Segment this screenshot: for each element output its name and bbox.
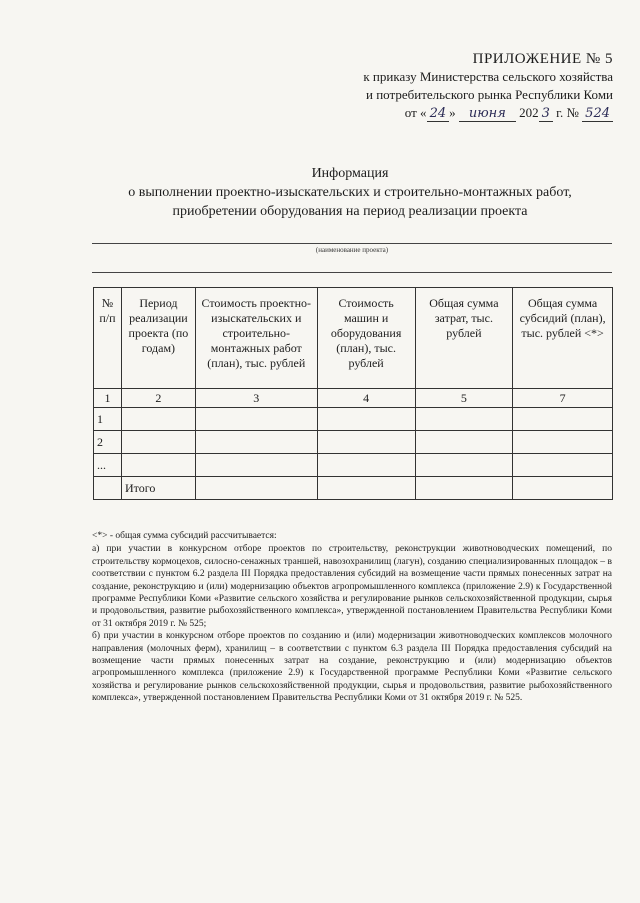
column-number-cell: 7 xyxy=(513,389,613,408)
table-cell xyxy=(195,408,317,431)
footnotes xyxy=(92,530,612,705)
table-cell xyxy=(195,454,317,477)
project-name-line-2 xyxy=(92,272,612,273)
year-prefix: 202 xyxy=(519,105,539,120)
table-cell xyxy=(121,431,195,454)
header-cell-subsidy: Общая сумма субсидий (план), тыс. рублей <*> xyxy=(513,288,613,389)
row-number-cell: ... xyxy=(94,454,122,477)
table-cell xyxy=(317,408,415,431)
table-cell xyxy=(513,408,613,431)
table-header-row xyxy=(94,288,613,389)
table-cell xyxy=(317,431,415,454)
order-line-ministry: к приказу Министерства сельского хозяйства xyxy=(363,69,613,84)
table-row xyxy=(94,408,613,431)
table-row xyxy=(94,431,613,454)
table-cell xyxy=(94,477,122,500)
order-line-republic: и потребительского рынка Республики Коми xyxy=(366,87,613,102)
table-cell xyxy=(317,454,415,477)
project-name-caption: (наименование проекта) xyxy=(315,246,389,254)
column-number-cell: 3 xyxy=(195,389,317,408)
table-cell xyxy=(195,431,317,454)
column-number-cell: 5 xyxy=(415,389,513,408)
appendix-header xyxy=(363,50,613,123)
year-suffix: г. № xyxy=(556,105,579,120)
table-cell xyxy=(415,454,513,477)
table-cell xyxy=(415,408,513,431)
handwritten-order-number: 524 xyxy=(582,106,613,122)
project-name-line xyxy=(92,243,612,244)
table-cell xyxy=(415,477,513,500)
column-number-cell: 4 xyxy=(317,389,415,408)
total-row xyxy=(94,477,613,500)
title-line-1: Информация xyxy=(311,166,389,181)
table-cell xyxy=(415,431,513,454)
header-cell-period: Период реализации проекта (по годам) xyxy=(121,288,195,389)
date-day-suffix: » xyxy=(449,105,456,120)
title-line-3: приобретении оборудования на период реализации проекта xyxy=(172,204,528,219)
header-cell-equipment-cost: Стоимость машин и оборудования (план), тыс. рублей xyxy=(317,288,415,389)
handwritten-month: июня xyxy=(459,106,516,122)
project-info-table xyxy=(93,287,613,500)
table-cell xyxy=(317,477,415,500)
header-cell-total-cost: Общая сумма затрат, тыс. рублей xyxy=(415,288,513,389)
table-cell xyxy=(513,454,613,477)
table-row xyxy=(94,454,613,477)
total-label-cell: Итого xyxy=(121,477,195,500)
table-cell xyxy=(513,431,613,454)
table-cell xyxy=(121,454,195,477)
appendix-title: ПРИЛОЖЕНИЕ № 5 xyxy=(472,51,613,67)
document-title xyxy=(90,164,610,221)
title-line-2: о выполнении проектно-изыскательских и строительно-монтажных работ, xyxy=(128,185,572,200)
header-cell-number: № п/п xyxy=(94,288,122,389)
footnote-item-b: б) при участии в конкурсном отборе проектов по созданию и (или) модернизации животноводческих комплексов молочного направления (молочных ферм), хранилищ – в соответствии с пунктом 6.3 раздела III Порядка предоставления субсидий на возмещение части прямых понесенных затрат на создание, реконструкцию и (или) модернизацию объектов агропромышленного комплекса (приложение 2.9) к Государственной программе Республики Коми «Развитие сельского хозяйства и регулирование рынков сельскохозяйственной продукции, сырья и продовольствия, развитие рыбохозяйственного комплекса», утвержденной постановлением Правительства Республики Коми от 31 октября 2019 г. № 525. xyxy=(92,631,612,704)
footnote-intro: <*> - общая сумма субсидий рассчитывается: xyxy=(92,531,277,541)
column-number-cell: 2 xyxy=(121,389,195,408)
date-prefix: от « xyxy=(404,105,427,120)
column-number-cell: 1 xyxy=(94,389,122,408)
table-cell xyxy=(121,408,195,431)
row-number-cell: 1 xyxy=(94,408,122,431)
footnote-item-a: а) при участии в конкурсном отборе проектов по строительству, реконструкции животноводческих помещений, по строительству кормоцехов, силосно-сенажных траншей, навозохранилищ (лагун), созданию специализированных площадок – в соответствии с пунктом 6.2 раздела III Порядка предоставления субсидий на возмещение части прямых понесенных затрат на создание, реконструкцию и (или) модернизацию объектов агропромышленного комплекса (приложение 2.9) к Государственной программе Республики Коми «Развитие сельского хозяйства и регулирование рынков сельскохозяйственной продукции, сырья и продовольствия, развитие рыбохозяйственного комплекса», утвержденной постановлением Правительства Республики Коми от 31 октября 2019 г. № 525; xyxy=(92,544,612,629)
table-cell xyxy=(513,477,613,500)
header-cell-works-cost: Стоимость проектно-изыскательских и строительно-монтажных работ (план), тыс. рублей xyxy=(195,288,317,389)
handwritten-day: 24 xyxy=(427,106,450,122)
table-cell xyxy=(195,477,317,500)
row-number-cell: 2 xyxy=(94,431,122,454)
column-number-row xyxy=(94,389,613,408)
order-date-line xyxy=(363,104,613,123)
handwritten-year-digit: 3 xyxy=(539,106,553,122)
